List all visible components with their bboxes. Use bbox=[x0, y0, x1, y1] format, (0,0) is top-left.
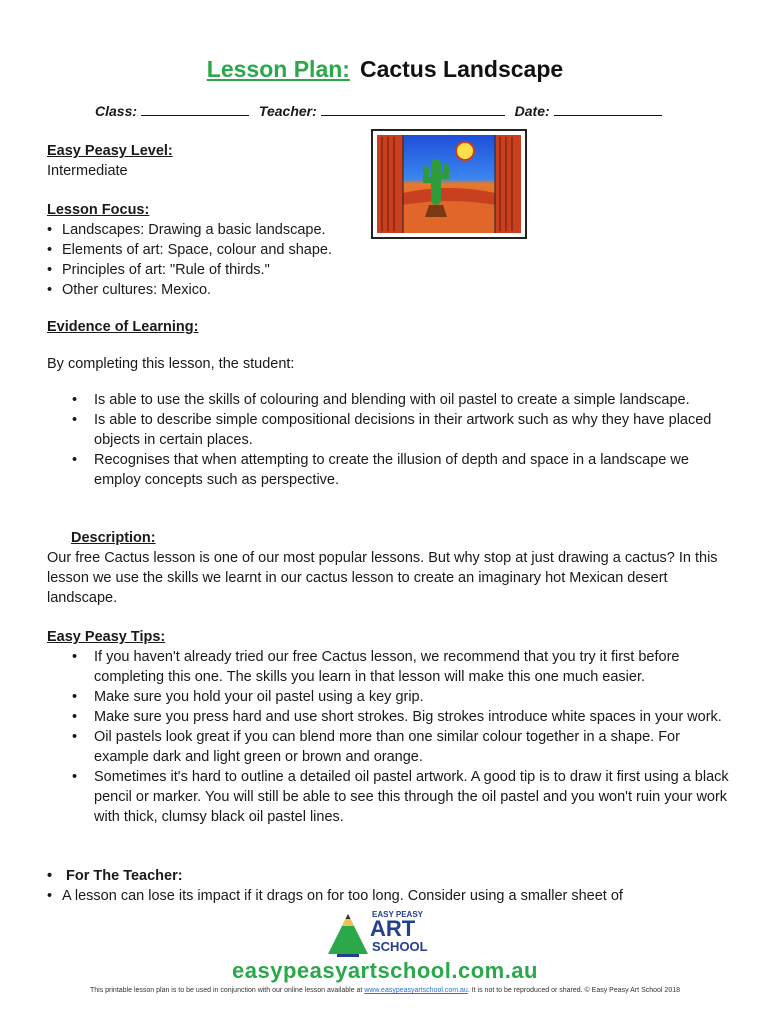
teacher-field[interactable] bbox=[321, 103, 505, 116]
fine-before: This printable lesson plan is to be used in conjunction with our online lesson available at bbox=[89, 987, 363, 994]
tips-item: • Make sure you hold your oil pastel using a key grip. bbox=[47, 687, 732, 707]
fine-link[interactable]: www.easypeasyartschool.com.au bbox=[364, 987, 468, 994]
tips-item: • Make sure you press hard and use short strokes. Big strokes introduce white spaces in your work. bbox=[47, 707, 732, 727]
date-label: Date: bbox=[514, 103, 550, 119]
teacher-heading-text: For The Teacher: bbox=[66, 868, 183, 884]
class-label: Class: bbox=[95, 103, 138, 119]
logo-line3: SCHOOL bbox=[372, 939, 428, 954]
teacher-heading bbox=[47, 866, 737, 886]
tips-list bbox=[47, 647, 732, 827]
meta-line bbox=[95, 103, 668, 119]
focus-item: • Other cultures: Mexico. bbox=[47, 280, 377, 300]
focus-item: • Principles of art: "Rule of thirds." bbox=[47, 260, 377, 280]
date-field[interactable] bbox=[554, 103, 662, 116]
footer-fineprint bbox=[0, 987, 770, 994]
description-section bbox=[47, 528, 727, 608]
level-heading: Easy Peasy Level: bbox=[47, 143, 173, 159]
level-section bbox=[47, 141, 357, 181]
teacher-item: • A lesson can lose its impact if it drags on for too long. Consider using a smaller sheet of bbox=[47, 886, 737, 906]
focus-heading: Lesson Focus: bbox=[47, 202, 150, 218]
evidence-intro: By completing this lesson, the student: bbox=[47, 356, 295, 372]
title-text: Cactus Landscape bbox=[359, 56, 564, 82]
cactus-landscape-artwork bbox=[371, 129, 527, 239]
tips-item: • If you haven't already tried our free Cactus lesson, we recommend that you try it first before completing this one. The skills you learn in that lesson will make this one much easier. bbox=[47, 647, 732, 687]
evidence-item: • Is able to describe simple compositional decisions in their artwork such as why they have placed objects in certain places. bbox=[47, 410, 732, 450]
evidence-heading-wrap bbox=[47, 317, 198, 337]
tips-item: • Oil pastels look great if you can blend more than one similar colour together in a shape. For example dark and light green or brown and orange. bbox=[47, 727, 732, 767]
evidence-heading: Evidence of Learning: bbox=[47, 319, 199, 335]
level-value: Intermediate bbox=[47, 163, 128, 179]
teacher-section bbox=[47, 866, 737, 906]
description-text: Our free Cactus lesson is one of our most popular lessons. But why stop at just drawing a cactus? In this lesson we use the skills we learnt in our cactus lesson to create an imaginary hot Mexican desert landscape. bbox=[47, 550, 718, 606]
class-field[interactable] bbox=[141, 103, 249, 116]
focus-item: • Elements of art: Space, colour and shape. bbox=[47, 240, 377, 260]
evidence-section bbox=[47, 390, 732, 490]
easy-peasy-art-school-logo bbox=[326, 910, 444, 958]
teacher-list bbox=[47, 866, 737, 906]
evidence-list bbox=[47, 390, 732, 490]
focus-item: • Landscapes: Drawing a basic landscape. bbox=[47, 220, 377, 240]
fine-after: . It is not to be reproduced or shared. © Easy Peasy Art School 2018 bbox=[467, 987, 680, 994]
footer-url[interactable]: easypeasyartschool.com.au bbox=[232, 958, 538, 983]
artwork-svg bbox=[373, 131, 525, 237]
tips-heading: Easy Peasy Tips: bbox=[47, 629, 166, 645]
evidence-item: • Recognises that when attempting to create the illusion of depth and space in a landscape we employ concepts such as perspective. bbox=[47, 450, 732, 490]
evidence-item: • Is able to use the skills of colouring and blending with oil pastel to create a simple landscape. bbox=[47, 390, 732, 410]
tips-item: • Sometimes it's hard to outline a detailed oil pastel artwork. A good tip is to draw it first using a black pencil or marker. You will still be able to see this through the oil pastel and you won't ruin your work with thick, clumsy black oil pastel lines. bbox=[47, 767, 732, 827]
page-title bbox=[0, 56, 770, 83]
title-label: Lesson Plan: bbox=[206, 56, 350, 82]
logo-line2: ART bbox=[370, 916, 416, 941]
tips-section bbox=[47, 627, 732, 827]
teacher-label: Teacher: bbox=[258, 103, 317, 119]
logo-line1: EASY PEASY bbox=[372, 910, 423, 919]
focus-section bbox=[47, 200, 377, 300]
description-heading: Description: bbox=[71, 530, 156, 546]
focus-list bbox=[47, 220, 377, 300]
